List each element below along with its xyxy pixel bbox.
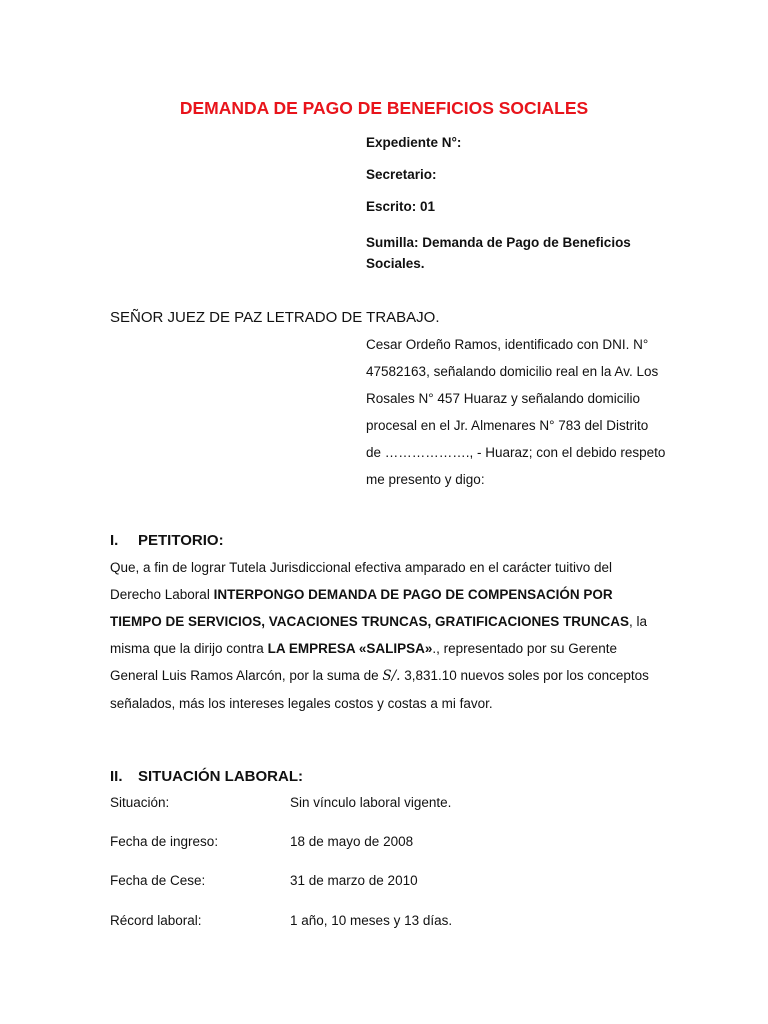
labor-row [110, 913, 452, 928]
labor-row-value: Sin vínculo laboral vigente. [290, 795, 452, 810]
intro-paragraph: Cesar Ordeño Ramos, identificado con DNI. N° 47582163, señalando domicilio real en la Av. Los Rosales N° 457 Huaraz y señalando domicilio procesal en el Jr. Almenares N° 783 del Distrito de ………………., - Huaraz; con el debido respeto me presento y digo: [366, 337, 666, 487]
section-number: II. [110, 768, 123, 785]
addressee: SEÑOR JUEZ DE PAZ LETRADO DE TRABAJO. [110, 309, 440, 326]
petitorio-text: 3,831.10 nuevos soles por los conceptos señalados, más los intereses legales costos y costas a mi favor. [110, 668, 649, 711]
labor-row-value: 31 de marzo de 2010 [290, 873, 418, 888]
petitorio-text: ., representado por su Gerente General Luis Ramos Alarcón, por la suma de [110, 641, 617, 683]
labor-row-label: Récord laboral: [110, 913, 202, 928]
currency-symbol: S/. [382, 668, 401, 684]
section-title: PETITORIO: [138, 532, 224, 549]
labor-row [110, 795, 451, 810]
petitorio-bold-demand: INTERPONGO DEMANDA DE PAGO DE COMPENSACIÓN POR TIEMPO DE SERVICIOS, VACACIONES TRUNCAS, GRATIFICACIONES TRUNCAS [110, 587, 630, 629]
labor-row-label: Fecha de Cese: [110, 873, 206, 888]
section-number: I. [110, 532, 119, 549]
labor-row [110, 834, 413, 849]
section-title: SITUACIÓN LABORAL: [138, 768, 303, 785]
section-heading-situacion [110, 768, 303, 785]
petitorio-paragraph [110, 554, 665, 717]
labor-row-value: 1 año, 10 meses y 13 días. [290, 913, 453, 928]
petitorio-bold-company: LA EMPRESA «SALIPSA» [267, 641, 433, 656]
secretario-field: Secretario: [366, 167, 437, 182]
petitorio-text: Que, a fin de lograr Tutela Jurisdiccional efectiva amparado en el carácter tuitivo del Derecho Laboral [110, 560, 613, 602]
petitorio-text: , la misma que la dirijo contra [110, 614, 648, 656]
sumilla-field: Sumilla: Demanda de Pago de Beneficios Sociales. [366, 235, 631, 271]
labor-row [110, 873, 418, 888]
labor-row-label: Situación: [110, 795, 170, 810]
expediente-field: Expediente N°: [366, 135, 462, 150]
labor-row-value: 18 de mayo de 2008 [290, 834, 414, 849]
section-heading-petitorio [110, 532, 224, 549]
document-title: DEMANDA DE PAGO DE BENEFICIOS SOCIALES [179, 98, 589, 118]
escrito-field: Escrito: 01 [366, 199, 436, 214]
labor-row-label: Fecha de ingreso: [110, 834, 219, 849]
